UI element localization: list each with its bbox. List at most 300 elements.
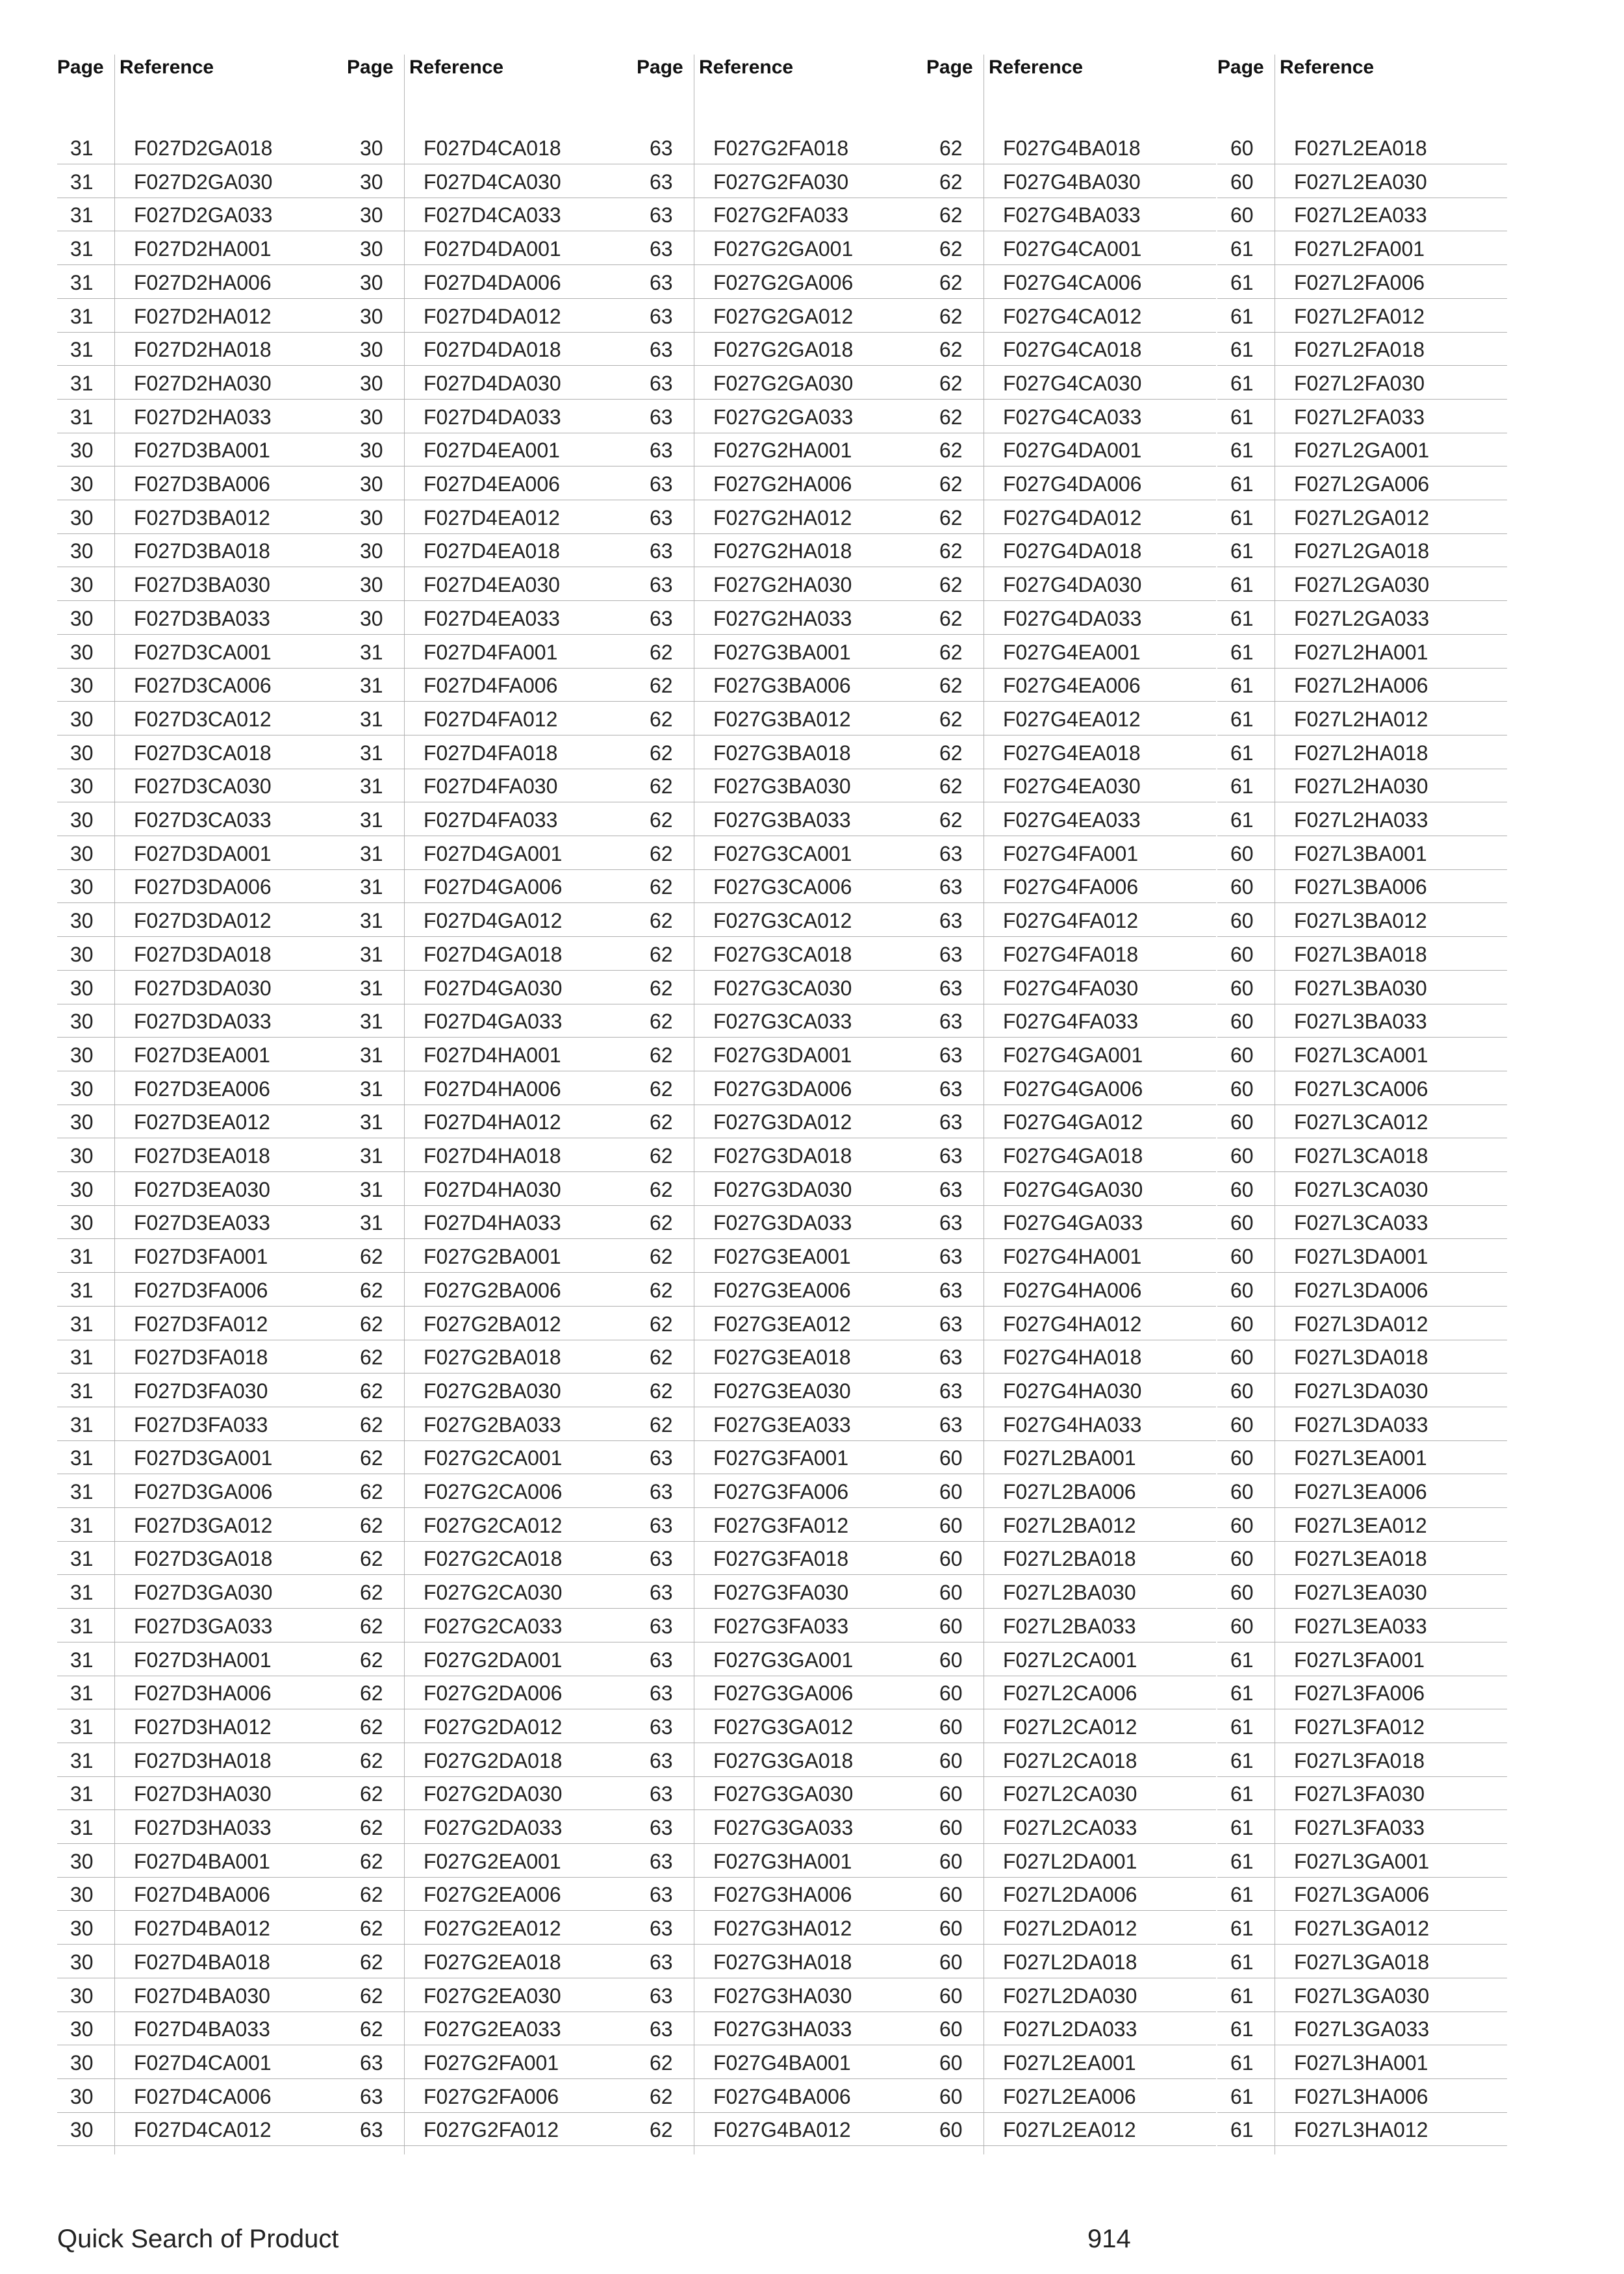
page-number-cell: 63 <box>650 573 673 597</box>
row-rule <box>1217 533 1507 534</box>
reference-cell: F027G3DA006 <box>713 1077 852 1101</box>
row-rule <box>1217 2145 1507 2146</box>
reference-cell: F027L3CA033 <box>1294 1211 1428 1235</box>
reference-cell: F027D3DA033 <box>134 1010 272 1034</box>
page-number-cell: 61 <box>1230 237 1254 261</box>
reference-cell: F027L2FA001 <box>1294 237 1425 261</box>
reference-cell: F027G2CA018 <box>424 1547 563 1571</box>
page-number-cell: 31 <box>70 1312 94 1336</box>
page-number-cell: 60 <box>939 1480 963 1503</box>
page-number-cell: 63 <box>650 505 673 530</box>
header-page: Page <box>1217 57 1264 78</box>
reference-cell: F027D2HA018 <box>134 338 272 362</box>
header-reference: Reference <box>699 57 794 78</box>
page-number-cell: 30 <box>70 2118 94 2142</box>
row-rule <box>926 902 1216 903</box>
page-number-cell: 62 <box>939 539 963 563</box>
reference-cell: F027L2CA012 <box>1003 1715 1137 1739</box>
row-rule <box>926 2112 1216 2113</box>
reference-cell: F027G4HA001 <box>1003 1245 1142 1269</box>
page-number-cell: 62 <box>360 1816 383 1839</box>
row-rule <box>1217 399 1507 400</box>
page-number-cell: 30 <box>70 2084 94 2108</box>
page-number-cell: 30 <box>70 707 94 731</box>
reference-cell: F027L2DA030 <box>1003 1984 1137 2008</box>
page-number-cell: 61 <box>1230 1984 1254 2008</box>
reference-cell: F027L2FA018 <box>1294 338 1425 362</box>
page-number-cell: 31 <box>360 808 383 832</box>
page-number-cell: 62 <box>939 170 963 194</box>
page-number-cell: 62 <box>360 1681 383 1706</box>
row-rule <box>637 970 926 971</box>
reference-cell: F027L3GA018 <box>1294 1950 1430 1974</box>
reference-cell: F027G3DA033 <box>713 1211 852 1235</box>
page-number-cell: 30 <box>360 371 383 395</box>
reference-cell: F027D4DA006 <box>424 270 561 294</box>
reference-cell: F027L3CA030 <box>1294 1177 1428 1201</box>
reference-cell: F027D3HA018 <box>134 1748 272 1772</box>
reference-cell: F027D3GA018 <box>134 1547 273 1571</box>
reference-cell: F027D3EA030 <box>134 1177 270 1201</box>
page-number-cell: 61 <box>1230 1648 1254 1672</box>
reference-cell: F027L2EA018 <box>1294 136 1427 160</box>
page-number-cell: 61 <box>1230 674 1254 698</box>
page-number-cell: 62 <box>939 270 963 294</box>
reference-cell: F027D4HA006 <box>424 1077 561 1101</box>
reference-cell: F027G2DA030 <box>424 1782 563 1806</box>
page-number-cell: 63 <box>939 1379 963 1403</box>
page-number-cell: 63 <box>360 2118 383 2142</box>
page-number-cell: 61 <box>1230 539 1254 563</box>
reference-cell: F027L2CA006 <box>1003 1681 1137 1706</box>
page-number-cell: 63 <box>939 1043 963 1067</box>
reference-cell: F027L2HA001 <box>1294 640 1428 664</box>
reference-cell: F027L2EA001 <box>1003 2050 1136 2075</box>
reference-cell: F027D3EA033 <box>134 1211 270 1235</box>
page-number-cell: 62 <box>939 808 963 832</box>
page-number-cell: 63 <box>650 371 673 395</box>
page-number-cell: 62 <box>650 875 673 899</box>
page-number-cell: 30 <box>360 573 383 597</box>
page-number-cell: 30 <box>70 2017 94 2041</box>
page-number-cell: 63 <box>650 1849 673 1873</box>
page-number-cell: 30 <box>70 909 94 933</box>
page-number-cell: 31 <box>70 270 94 294</box>
reference-cell: F027L3FA001 <box>1294 1648 1425 1672</box>
row-rule <box>926 1843 1216 1844</box>
row-rule <box>637 1507 926 1508</box>
reference-cell: F027G2FA012 <box>424 2118 559 2142</box>
reference-cell: F027D3DA001 <box>134 841 272 865</box>
row-rule <box>1217 600 1507 601</box>
page-number-cell: 63 <box>360 2050 383 2075</box>
page-number-cell: 60 <box>1230 1346 1254 1370</box>
page-number-cell: 62 <box>650 808 673 832</box>
reference-cell: F027D2HA030 <box>134 371 272 395</box>
reference-cell: F027G3BA006 <box>713 674 851 698</box>
page-number-cell: 62 <box>939 304 963 328</box>
page-number-cell: 61 <box>1230 472 1254 496</box>
row-rule <box>637 902 926 903</box>
reference-cell: F027L3EA012 <box>1294 1513 1427 1537</box>
row-rule <box>1217 1205 1507 1206</box>
page-number-cell: 62 <box>939 606 963 630</box>
row-rule <box>637 869 926 870</box>
row-rule <box>637 1272 926 1273</box>
reference-cell: F027G4EA012 <box>1003 707 1141 731</box>
page-number-cell: 63 <box>939 1077 963 1101</box>
page-number-cell: 63 <box>650 1984 673 2008</box>
reference-cell: F027G3HA001 <box>713 1849 852 1873</box>
page-number-cell: 31 <box>70 371 94 395</box>
page-number-cell: 31 <box>360 674 383 698</box>
reference-cell: F027G3EA030 <box>713 1379 851 1403</box>
row-rule <box>57 1608 347 1609</box>
reference-cell: F027G4HA030 <box>1003 1379 1142 1403</box>
row-rule <box>637 1944 926 1945</box>
reference-cell: F027G4DA001 <box>1003 439 1142 463</box>
row-rule <box>57 1910 347 1911</box>
row-rule <box>637 1809 926 1810</box>
page-number-cell: 31 <box>70 405 94 429</box>
reference-cell: F027G4CA033 <box>1003 405 1142 429</box>
page-number-cell: 63 <box>650 1446 673 1470</box>
page-number-cell: 60 <box>1230 1513 1254 1537</box>
reference-cell: F027D3DA030 <box>134 976 272 1000</box>
page-number-cell: 31 <box>360 1211 383 1235</box>
reference-cell: F027D2HA012 <box>134 304 272 328</box>
row-rule <box>1217 1574 1507 1575</box>
reference-cell: F027L2DA018 <box>1003 1950 1137 1974</box>
reference-cell: F027G4CA012 <box>1003 304 1142 328</box>
page-number-cell: 63 <box>650 1782 673 1806</box>
page-number-cell: 62 <box>360 1715 383 1739</box>
reference-cell: F027D3DA012 <box>134 909 272 933</box>
reference-cell: F027L2GA006 <box>1294 472 1430 496</box>
row-rule <box>347 399 637 400</box>
reference-cell: F027D4GA012 <box>424 909 563 933</box>
reference-cell: F027G2GA012 <box>713 304 854 328</box>
reference-cell: F027G4FA018 <box>1003 942 1139 966</box>
page-number-cell: 31 <box>360 1144 383 1168</box>
reference-cell: F027G2EA006 <box>424 1883 561 1907</box>
reference-cell: F027G2FA018 <box>713 136 849 160</box>
page-number-cell: 31 <box>70 1715 94 1739</box>
reference-cell: F027G2FA033 <box>713 203 849 227</box>
row-rule <box>57 1877 347 1878</box>
reference-cell: F027L2HA018 <box>1294 741 1428 765</box>
reference-cell: F027D2GA033 <box>134 203 273 227</box>
reference-cell: F027G2GA030 <box>713 371 854 395</box>
page-number-cell: 62 <box>650 1245 673 1269</box>
page-number-cell: 30 <box>70 505 94 530</box>
page-number-cell: 61 <box>1230 808 1254 832</box>
reference-cell: F027G3GA033 <box>713 1816 854 1839</box>
reference-cell: F027L3FA012 <box>1294 1715 1425 1739</box>
page-number-cell: 30 <box>70 1177 94 1201</box>
page-number-cell: 31 <box>70 1782 94 1806</box>
page-number-cell: 60 <box>1230 1278 1254 1302</box>
reference-cell: F027G4DA030 <box>1003 573 1142 597</box>
row-rule <box>637 2112 926 2113</box>
reference-cell: F027G4BA018 <box>1003 136 1141 160</box>
page-number-cell: 31 <box>70 338 94 362</box>
reference-cell: F027D3FA012 <box>134 1312 268 1336</box>
reference-cell: F027G3CA006 <box>713 875 852 899</box>
reference-cell: F027D3FA006 <box>134 1278 268 1302</box>
page-number-cell: 60 <box>939 1748 963 1772</box>
page-number-cell: 63 <box>939 1177 963 1201</box>
reference-cell: F027G3FA006 <box>713 1480 849 1503</box>
reference-cell: F027G3EA018 <box>713 1346 851 1370</box>
page-number-cell: 31 <box>70 1513 94 1537</box>
reference-cell: F027G4GA001 <box>1003 1043 1143 1067</box>
reference-cell: F027G3BA030 <box>713 774 851 798</box>
page-number-cell: 31 <box>70 1547 94 1571</box>
row-rule <box>57 1272 347 1273</box>
page-number-cell: 62 <box>650 1043 673 1067</box>
row-rule <box>637 1608 926 1609</box>
page-number-cell: 31 <box>70 1816 94 1839</box>
reference-cell: F027L3CA001 <box>1294 1043 1428 1067</box>
reference-cell: F027L2CA030 <box>1003 1782 1137 1806</box>
row-rule <box>347 1843 637 1844</box>
row-rule <box>347 2078 637 2079</box>
reference-cell: F027G3FA001 <box>713 1446 849 1470</box>
page-number-cell: 63 <box>650 1648 673 1672</box>
reference-cell: F027D3GA006 <box>134 1480 273 1503</box>
reference-cell: F027G2DA033 <box>424 1816 563 1839</box>
reference-cell: F027D3HA001 <box>134 1648 272 1672</box>
page-number-cell: 63 <box>939 942 963 966</box>
row-rule <box>637 1440 926 1441</box>
reference-cell: F027G4HA012 <box>1003 1312 1142 1336</box>
row-rule <box>637 1541 926 1542</box>
reference-cell: F027D3GA033 <box>134 1614 273 1638</box>
row-rule <box>57 1944 347 1945</box>
page-number-cell: 30 <box>70 573 94 597</box>
page-number-cell: 30 <box>70 1917 94 1941</box>
page-number-cell: 30 <box>360 237 383 261</box>
reference-cell: F027D4BA001 <box>134 1849 270 1873</box>
page-number-cell: 63 <box>939 1211 963 1235</box>
row-rule <box>57 1843 347 1844</box>
page-number-cell: 62 <box>939 439 963 463</box>
reference-cell: F027G3HA006 <box>713 1883 852 1907</box>
row-rule <box>926 365 1216 366</box>
row-rule <box>57 1541 347 1542</box>
row-rule <box>926 1272 1216 1273</box>
page-number-cell: 62 <box>650 1177 673 1201</box>
page-number-cell: 60 <box>1230 841 1254 865</box>
page-number-cell: 62 <box>650 774 673 798</box>
reference-cell: F027G3CA018 <box>713 942 852 966</box>
page-number-cell: 31 <box>70 170 94 194</box>
reference-cell: F027D4CA018 <box>424 136 561 160</box>
page-number-cell: 30 <box>70 1211 94 1235</box>
row-rule <box>1217 2112 1507 2113</box>
page-number-cell: 62 <box>650 1077 673 1101</box>
page-number-cell: 31 <box>360 1077 383 1101</box>
row-rule <box>637 2145 926 2146</box>
reference-cell: F027D4DA033 <box>424 405 561 429</box>
page-number-cell: 62 <box>360 1245 383 1269</box>
page-number-cell: 61 <box>1230 1715 1254 1739</box>
reference-cell: F027G3FA012 <box>713 1513 849 1537</box>
row-rule <box>1217 1238 1507 1239</box>
page-number-cell: 60 <box>1230 1177 1254 1201</box>
page-number-cell: 30 <box>70 674 94 698</box>
page-number-cell: 62 <box>650 1412 673 1437</box>
row-rule <box>347 668 637 669</box>
reference-cell: F027G4HA033 <box>1003 1412 1142 1437</box>
page-number-cell: 62 <box>939 674 963 698</box>
row-rule <box>57 902 347 903</box>
page-number-cell: 63 <box>360 2084 383 2108</box>
row-rule <box>57 668 347 669</box>
page-number-cell: 62 <box>360 1984 383 2008</box>
reference-cell: F027L3FA033 <box>1294 1816 1425 1839</box>
row-rule <box>347 533 637 534</box>
reference-cell: F027G3GA018 <box>713 1748 854 1772</box>
header-reference: Reference <box>1280 57 1375 78</box>
row-rule <box>637 298 926 299</box>
row-rule <box>57 970 347 971</box>
page-number-cell: 30 <box>70 942 94 966</box>
reference-cell: F027D2HA006 <box>134 270 272 294</box>
page-number-cell: 62 <box>650 707 673 731</box>
row-rule <box>926 1608 1216 1609</box>
reference-cell: F027G2FA006 <box>424 2084 559 2108</box>
reference-cell: F027D4CA001 <box>134 2050 272 2075</box>
row-rule <box>926 2145 1216 2146</box>
reference-cell: F027L3BA012 <box>1294 909 1427 933</box>
reference-cell: F027G3GA006 <box>713 1681 854 1706</box>
page-number-cell: 30 <box>360 405 383 429</box>
reference-cell: F027G3CA012 <box>713 909 852 933</box>
header-page: Page <box>637 57 683 78</box>
reference-cell: F027D4EA001 <box>424 439 560 463</box>
page-number-cell: 60 <box>939 1513 963 1537</box>
page-number-cell: 62 <box>650 674 673 698</box>
reference-cell: F027D4CA030 <box>424 170 561 194</box>
page-number-cell: 63 <box>650 1748 673 1772</box>
page-number-cell: 30 <box>70 1849 94 1873</box>
page-number-cell: 62 <box>939 741 963 765</box>
row-rule <box>347 1238 637 1239</box>
reference-cell: F027G4CA001 <box>1003 237 1142 261</box>
row-rule <box>57 533 347 534</box>
reference-cell: F027G3GA030 <box>713 1782 854 1806</box>
page-number-cell: 60 <box>1230 1412 1254 1437</box>
page-number-cell: 61 <box>1230 2050 1254 2075</box>
reference-cell: F027G3HA012 <box>713 1917 852 1941</box>
page-number-cell: 62 <box>360 1950 383 1974</box>
row-rule <box>57 1776 347 1777</box>
page-number-cell: 31 <box>70 1480 94 1503</box>
reference-cell: F027L2GA033 <box>1294 606 1430 630</box>
reference-cell: F027L2BA033 <box>1003 1614 1136 1638</box>
reference-cell: F027D3BA033 <box>134 606 270 630</box>
reference-cell: F027L3GA033 <box>1294 2017 1430 2041</box>
reference-cell: F027G4GA006 <box>1003 1077 1143 1101</box>
page-number-cell: 62 <box>650 640 673 664</box>
reference-cell: F027L3DA006 <box>1294 1278 1428 1302</box>
page-number-cell: 63 <box>939 1144 963 1168</box>
page-number-cell: 61 <box>1230 2084 1254 2108</box>
row-rule <box>926 936 1216 937</box>
reference-cell: F027G4BA030 <box>1003 170 1141 194</box>
reference-cell: F027D4BA006 <box>134 1883 270 1907</box>
page-number-cell: 30 <box>360 304 383 328</box>
row-rule <box>347 1776 637 1777</box>
reference-cell: F027G2BA018 <box>424 1346 561 1370</box>
page-number-cell: 31 <box>360 774 383 798</box>
page-number-cell: 60 <box>939 2118 963 2142</box>
reference-cell: F027L3DA001 <box>1294 1245 1428 1269</box>
reference-cell: F027D4GA006 <box>424 875 563 899</box>
reference-cell: F027D3EA001 <box>134 1043 270 1067</box>
reference-cell: F027D4EA030 <box>424 573 560 597</box>
row-rule <box>57 1306 347 1307</box>
reference-cell: F027G4EA018 <box>1003 741 1141 765</box>
reference-cell: F027G2EA001 <box>424 1849 561 1873</box>
row-rule <box>57 701 347 702</box>
reference-cell: F027D2GA030 <box>134 170 273 194</box>
reference-cell: F027L3CA006 <box>1294 1077 1428 1101</box>
reference-cell: F027G2GA006 <box>713 270 854 294</box>
page-number-cell: 31 <box>360 942 383 966</box>
row-rule <box>926 533 1216 534</box>
page-number-cell: 60 <box>939 2084 963 2108</box>
reference-cell: F027D3GA012 <box>134 1513 273 1537</box>
reference-cell: F027D3CA012 <box>134 707 272 731</box>
header-page: Page <box>926 57 973 78</box>
row-rule <box>1217 869 1507 870</box>
header-page: Page <box>347 57 394 78</box>
reference-cell: F027L3GA001 <box>1294 1849 1430 1873</box>
reference-cell: F027D4CA012 <box>134 2118 272 2142</box>
row-rule <box>347 936 637 937</box>
reference-cell: F027G2CA006 <box>424 1480 563 1503</box>
row-rule <box>347 365 637 366</box>
reference-cell: F027G2DA012 <box>424 1715 563 1739</box>
reference-cell: F027L3DA018 <box>1294 1346 1428 1370</box>
reference-cell: F027G4HA018 <box>1003 1346 1142 1370</box>
reference-cell: F027L2FA006 <box>1294 270 1425 294</box>
page-number-cell: 31 <box>70 304 94 328</box>
row-rule <box>347 1944 637 1945</box>
reference-cell: F027D4HA018 <box>424 1144 561 1168</box>
reference-cell: F027D3DA006 <box>134 875 272 899</box>
reference-cell: F027L2FA030 <box>1294 371 1425 395</box>
reference-cell: F027G2FA001 <box>424 2050 559 2075</box>
page-number-cell: 63 <box>650 1547 673 1571</box>
page-number-cell: 60 <box>1230 1245 1254 1269</box>
header-reference: Reference <box>409 57 504 78</box>
page-number-cell: 63 <box>650 606 673 630</box>
row-rule <box>926 1037 1216 1038</box>
page-number-cell: 60 <box>939 1715 963 1739</box>
page-number-cell: 62 <box>939 774 963 798</box>
reference-cell: F027G3CA033 <box>713 1010 852 1034</box>
row-rule <box>347 332 637 333</box>
row-rule <box>637 1205 926 1206</box>
page-number-cell: 61 <box>1230 371 1254 395</box>
header-reference: Reference <box>989 57 1084 78</box>
reference-cell: F027G3EA033 <box>713 1412 851 1437</box>
page-number-cell: 63 <box>650 1581 673 1605</box>
